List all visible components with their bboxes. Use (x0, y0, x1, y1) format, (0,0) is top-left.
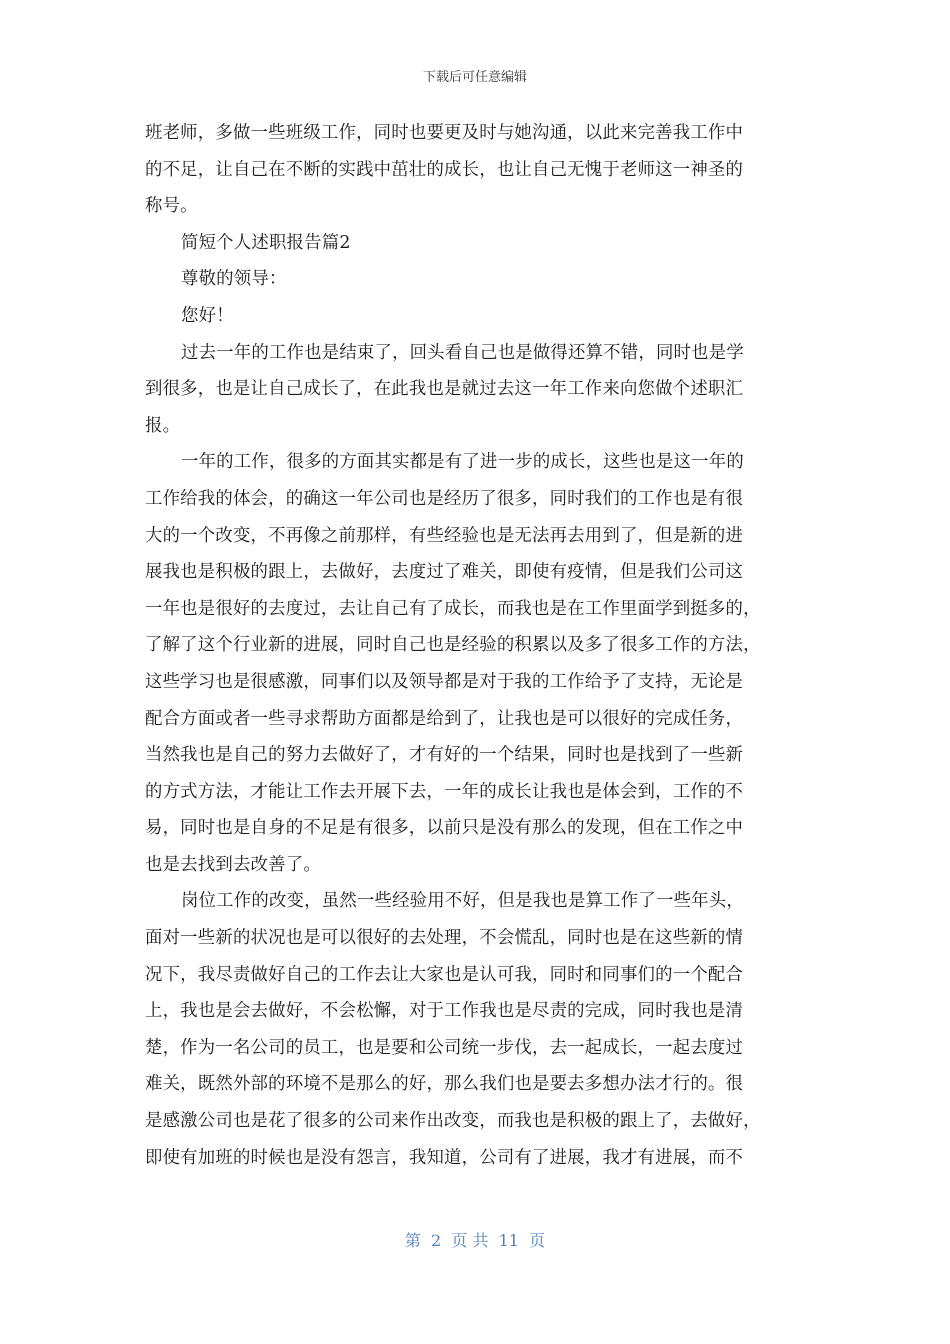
page-footer (0, 1228, 950, 1251)
page-header: 下载后可任意编辑 (422, 70, 527, 85)
text-line: 当然我也是自己的努力去做好了，才有好的一个结果，同时也是找到了一些新 (145, 745, 744, 766)
text-line: 配合方面或者一些寻求帮助方面都是给到了，让我也是可以很好的完成任务， (145, 708, 744, 729)
text-line: 楚，作为一名公司的员工，也是要和公司统一步伐，去一起成长，一起去度过 (145, 1037, 744, 1058)
text-line: 岗位工作的改变，虽然一些经验用不好，但是我也是算工作了一些年头， (181, 891, 744, 912)
text-line: 称号。 (145, 196, 198, 217)
text-line: 了解了这个行业新的进展，同时自己也是经验的积累以及多了很多工作的方法， (145, 635, 761, 656)
text-line: 工作给我的体会，的确这一年公司也是经历了很多，同时我们的工作也是有很 (145, 488, 744, 509)
text-line: 过去一年的工作也是结束了，回头看自己也是做得还算不错，同时也是学 (181, 342, 744, 363)
text-line: 您好！ (181, 305, 234, 326)
text-line: 到很多，也是让自己成长了，在此我也是就过去这一年工作来向您做个述职汇 (145, 379, 744, 400)
text-line: 尊敬的领导： (181, 269, 287, 290)
document-body (145, 115, 805, 1176)
text-line: 的方式方法，才能让工作去开展下去，一年的成长让我也是体会到，工作的不 (145, 781, 744, 802)
text-line: 也是去找到去改善了。 (145, 854, 321, 875)
text-line: 况下，我尽责做好自己的工作去让大家也是认可我，同时和同事们的一个配合 (145, 964, 744, 985)
text-line: 易，同时也是自身的不足是有很多，以前只是没有那么的发现，但在工作之中 (145, 818, 744, 839)
text-line: 简短个人述职报告篇2 (181, 232, 351, 253)
text-line: 展我也是积极的跟上，去做好，去度过了难关，即使有疫情，但是我们公司这 (145, 562, 744, 583)
text-line: 即使有加班的时候也是没有怨言，我知道，公司有了进展，我才有进展，而不 (145, 1147, 744, 1168)
page-number-text: 第 2 页 共 11 页 (404, 1231, 546, 1250)
text-line: 难关，既然外部的环境不是那么的好，那么我们也是要去多想办法才行的。很 (145, 1074, 744, 1095)
text-line: 这些学习也是很感激，同事们以及领导都是对于我的工作给予了支持，无论是 (145, 671, 744, 692)
text-line: 一年也是很好的去度过，去让自己有了成长，而我也是在工作里面学到挺多的， (145, 598, 761, 619)
text-line: 的不足，让自己在不断的实践中茁壮的成长，也让自己无愧于老师这一神圣的 (145, 159, 744, 180)
text-line: 一年的工作，很多的方面其实都是有了进一步的成长，这些也是这一年的 (181, 452, 744, 473)
text-line: 面对一些新的状况也是可以很好的去处理，不会慌乱，同时也是在这些新的情 (145, 928, 744, 949)
text-line: 报。 (145, 415, 181, 436)
text-line: 大的一个改变，不再像之前那样，有些经验也是无法再去用到了，但是新的进 (145, 525, 744, 546)
text-line: 是感激公司也是花了很多的公司来作出改变，而我也是积极的跟上了，去做好， (145, 1111, 761, 1132)
text-line: 班老师，多做一些班级工作，同时也要更及时与她沟通，以此来完善我工作中 (145, 123, 744, 143)
text-line: 上，我也是会去做好，不会松懈，对于工作我也是尽责的完成，同时我也是清 (145, 1001, 744, 1022)
